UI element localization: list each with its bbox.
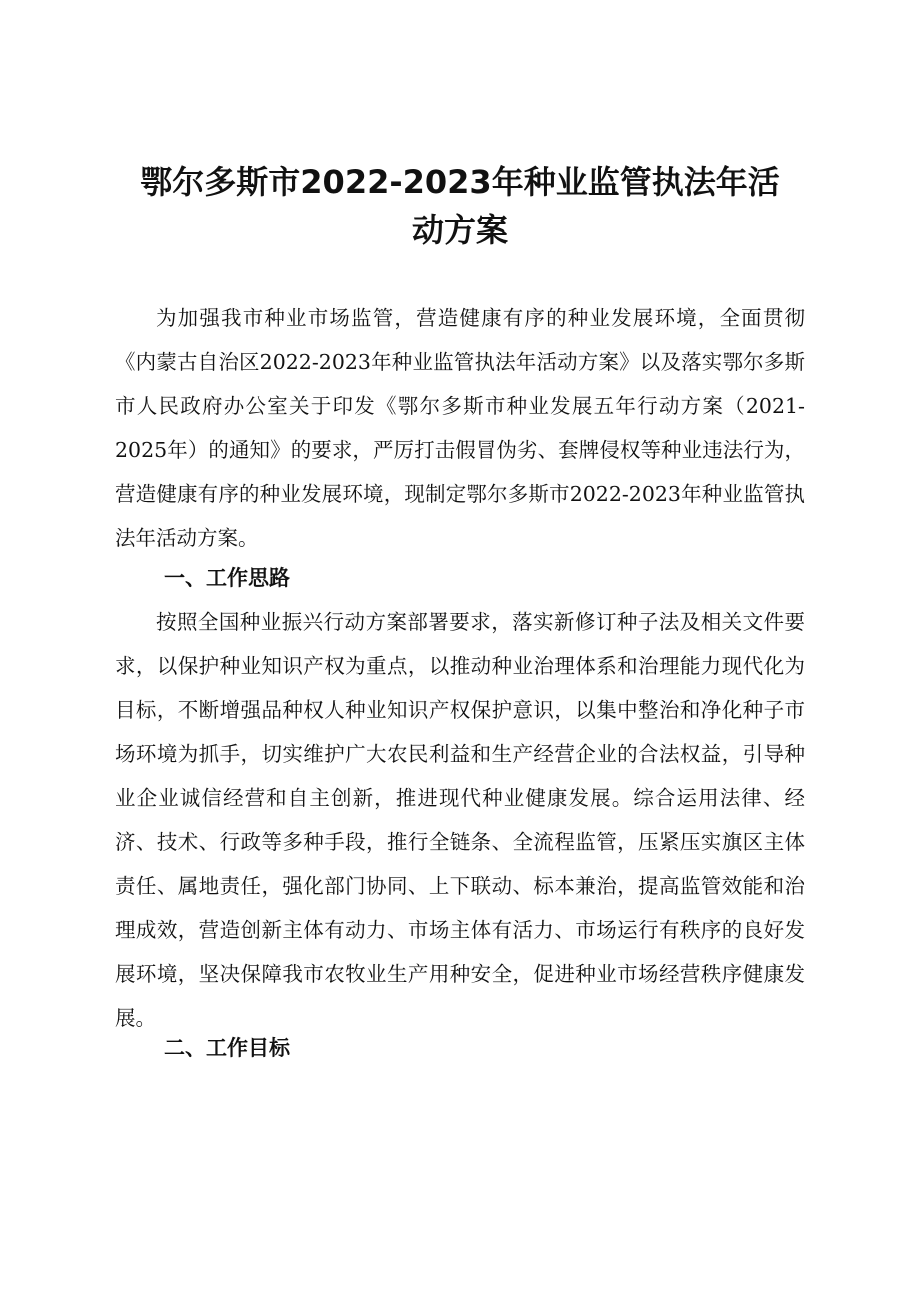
section-paragraph-work-approach: 按照全国种业振兴行动方案部署要求，落实新修订种子法及相关文件要求，以保护种业知识产权为重点，以推动种业治理体系和治理能力现代化为目标，不断增强品种权人种业知识产权保护意识，以集中整治和净化种子市场环境为抓手，切实维护广大农民利益和生产经营企业的合法权益，引导种业企业诚信经营和自主创新，推进现代种业健康发展。综合运用法律、经济、技术、行政等多种手段，推行全链条、全流程监管，压紧压实旗区主体责任、属地责任，强化部门协同、上下联动、标本兼治，提高监管效能和治理成效，营造创新主体有动力、市场主体有活力、市场运行有秩序的良好发展环境，坚决保障我市农牧业生产用种安全，促进种业市场经营秩序健康发展。 <box>115 610 805 1030</box>
document-title-line-1: 鄂尔多斯市2022-2023年种业监管执法年活 <box>140 163 780 201</box>
document-title <box>80 158 840 254</box>
section-heading-work-approach: 一、工作思路 <box>164 566 290 590</box>
intro-paragraph: 为加强我市种业市场监管，营造健康有序的种业发展环境，全面贯彻《内蒙古自治区2022-2023年种业监管执法年活动方案》以及落实鄂尔多斯市人民政府办公室关于印发《鄂尔多斯市种业发展五年行动方案（2021-2025年）的通知》的要求，严厉打击假冒伪劣、套牌侵权等种业违法行为，营造健康有序的种业发展环境，现制定鄂尔多斯市2022-2023年种业监管执法年活动方案。 <box>115 306 805 550</box>
document-title-line-2: 动方案 <box>411 211 508 249</box>
section-heading-work-goals: 二、工作目标 <box>164 1036 290 1060</box>
